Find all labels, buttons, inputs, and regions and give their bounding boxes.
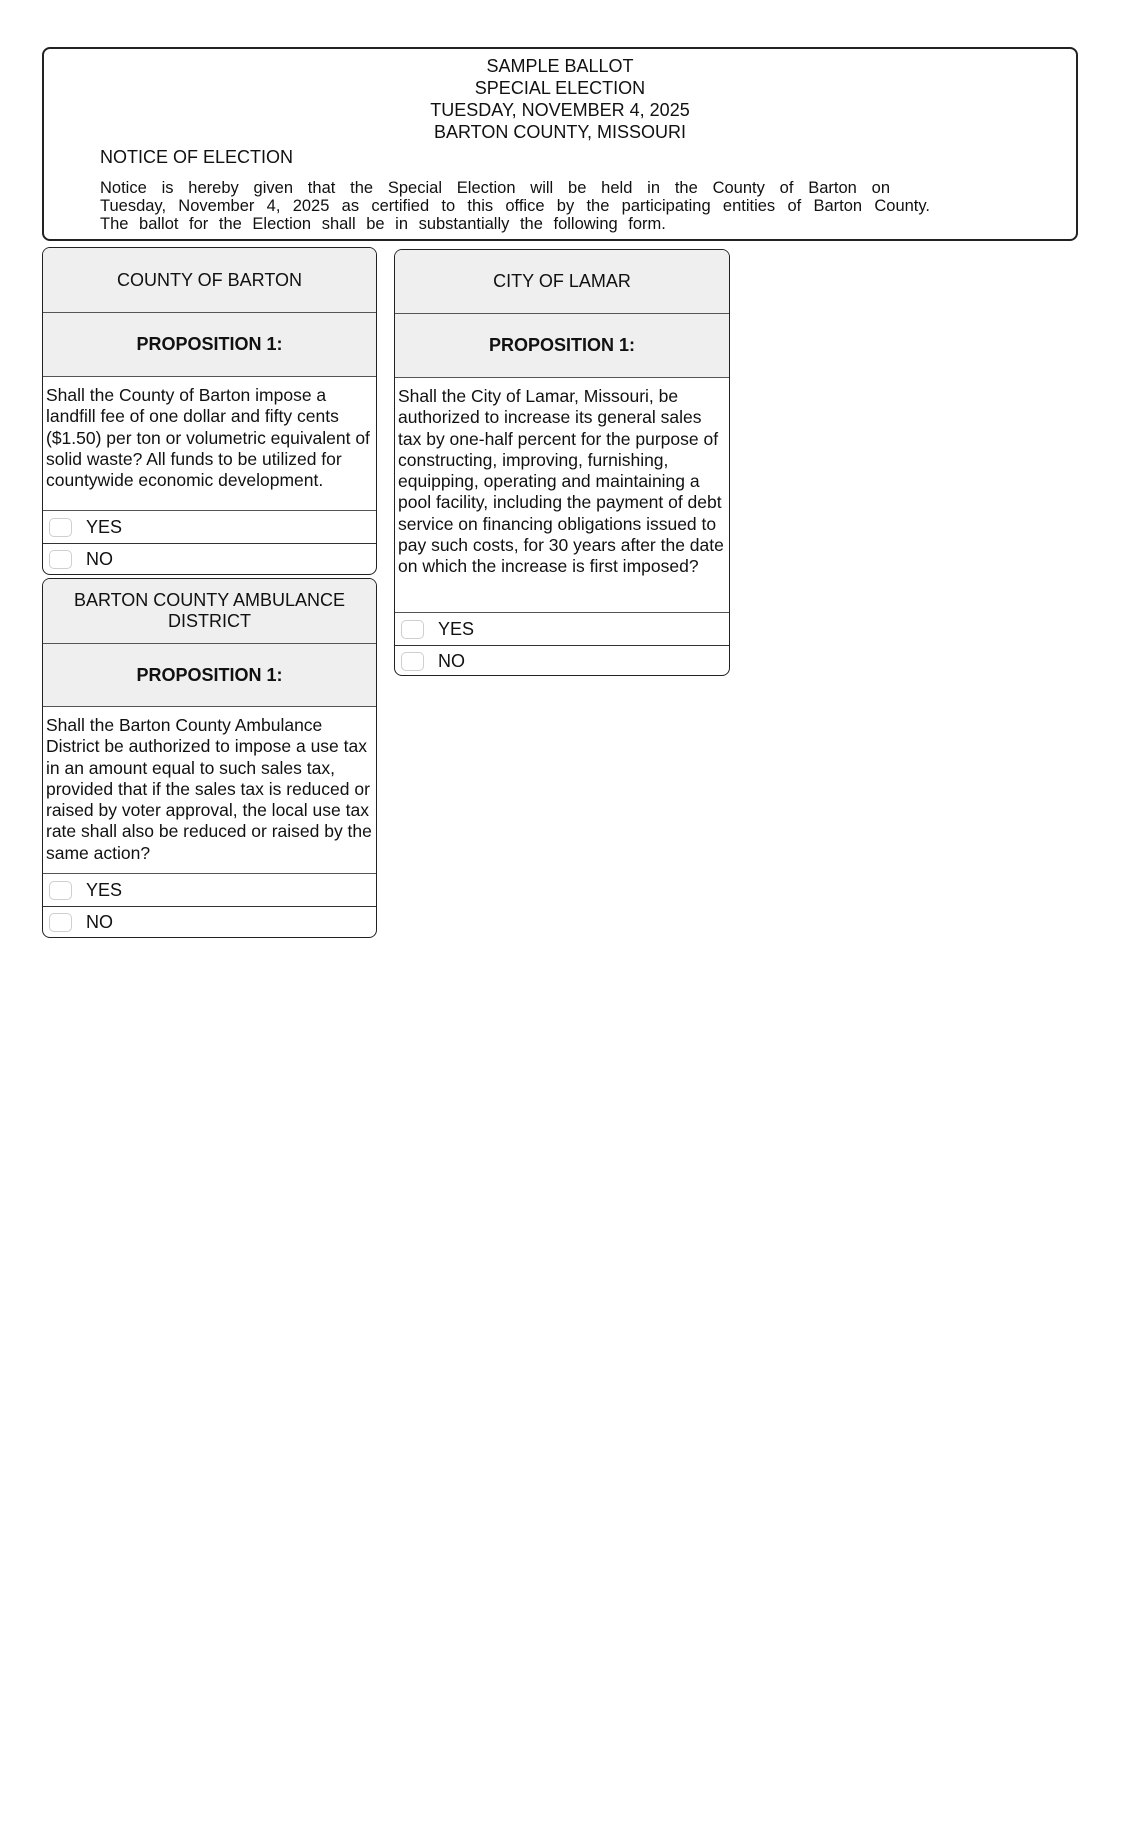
proposition-title: PROPOSITION 1: <box>43 644 376 707</box>
option-label: YES <box>86 879 123 900</box>
notice-text <box>100 179 930 233</box>
option-label: NO <box>438 651 465 671</box>
election-location: BARTON COUNTY, MISSOURI <box>433 122 687 142</box>
option-label: YES <box>438 618 475 639</box>
proposition-title: PROPOSITION 1: <box>43 313 376 377</box>
notice-line: Tuesday, November 4, 2025 as certified to this office by the participating entities of Barton County. <box>100 197 930 215</box>
ballot-title: SAMPLE BALLOT <box>486 56 634 76</box>
contest-jurisdiction: BARTON COUNTY AMBULANCE DISTRICT <box>43 579 376 644</box>
option-label: YES <box>86 516 123 537</box>
checkbox-icon[interactable] <box>401 620 424 639</box>
notice-heading: NOTICE OF ELECTION <box>100 147 294 167</box>
option-yes[interactable] <box>43 874 376 906</box>
contest-jurisdiction: CITY OF LAMAR <box>395 250 729 314</box>
ballot-header <box>42 47 1078 241</box>
notice-line: Notice is hereby given that the Special Election will be held in the County of Barton on <box>100 179 890 197</box>
contest-jurisdiction: COUNTY OF BARTON <box>43 248 376 313</box>
checkbox-icon[interactable] <box>49 881 72 900</box>
option-label: NO <box>86 549 113 569</box>
proposition-text: Shall the City of Lamar, Missouri, be authorized to increase its general sales tax by one-half percent for the purpose of constructing, improving, furnishing, equipping, operating and maintaining a pool facility, including the payment of debt service on financing obligations issued to pay such costs, for 30 years after the date on which the increase is first imposed? <box>395 378 729 613</box>
option-no[interactable] <box>43 543 376 575</box>
contest-county-of-barton <box>42 247 377 575</box>
notice-line: The ballot for the Election shall be in substantially the following form. <box>100 215 666 233</box>
proposition-text: Shall the County of Barton impose a landfill fee of one dollar and fifty cents ($1.50) per ton or volumetric equivalent of solid waste? All funds to be utilized for countywide economic development. <box>43 377 376 511</box>
election-date: TUESDAY, NOVEMBER 4, 2025 <box>430 100 690 120</box>
proposition-text: Shall the Barton County Ambulance District be authorized to impose a use tax in an amount equal to such sales tax, provided that if the sales tax is reduced or raised by voter approval, the local use tax rate shall also be reduced or raised by the same action? <box>43 707 376 874</box>
option-no[interactable] <box>43 906 376 938</box>
option-yes[interactable] <box>43 511 376 543</box>
option-label: NO <box>86 912 113 932</box>
election-type: SPECIAL ELECTION <box>474 78 646 98</box>
checkbox-icon[interactable] <box>49 518 72 537</box>
checkbox-icon[interactable] <box>49 913 72 932</box>
option-no[interactable] <box>395 645 729 676</box>
checkbox-icon[interactable] <box>401 652 424 671</box>
contest-ambulance-district <box>42 578 377 938</box>
option-yes[interactable] <box>395 613 729 645</box>
checkbox-icon[interactable] <box>49 550 72 569</box>
proposition-title: PROPOSITION 1: <box>395 314 729 378</box>
contest-city-of-lamar <box>394 249 730 676</box>
